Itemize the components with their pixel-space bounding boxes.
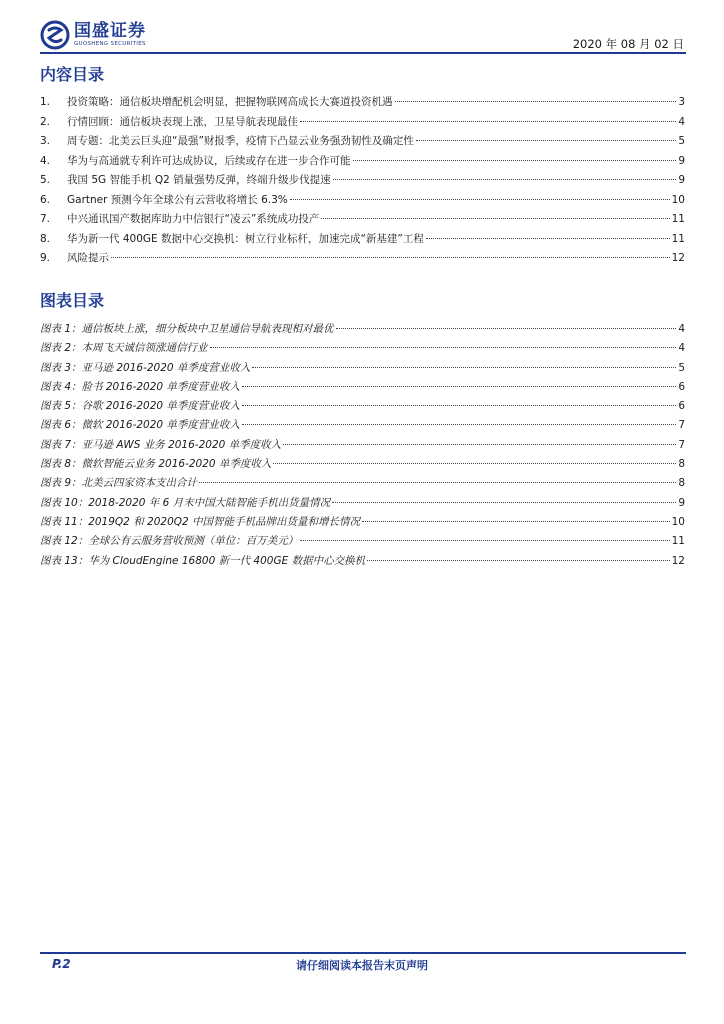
page-header: [0, 0, 724, 56]
toc-entry-title: 行情回顾：通信板块表现上涨，卫星导航表现最佳: [67, 115, 298, 128]
figure-entry[interactable]: [40, 359, 685, 378]
toc-entry-title: 周专题：北美云巨头迎“最强”财报季，疫情下凸显云业务强劲韧性及确定性: [67, 135, 414, 147]
toc-entry-title: 投资策略：通信板块增配机会明显，把握物联网高成长大赛道投资机遇: [67, 96, 393, 108]
figure-entry-page: 5: [678, 361, 685, 374]
figure-entry-title: 图表 12：全球公有云服务营收预测（单位：百万美元）: [40, 535, 299, 548]
figure-entry[interactable]: [40, 513, 685, 532]
toc-entry[interactable]: [40, 230, 685, 250]
toc-entry-number: 3.: [40, 135, 51, 147]
toc-entry-leader: [333, 178, 677, 180]
figure-entry-leader: [210, 346, 677, 348]
figure-entry-leader: [242, 385, 676, 387]
toc-entry-leader: [416, 139, 676, 141]
figure-entry-title: 图表 7：亚马逊 AWS 业务 2016-2020 单季度收入: [40, 438, 282, 451]
figure-entry-leader: [242, 423, 676, 425]
toc-list: [40, 93, 685, 269]
figure-entry-page: 7: [678, 419, 685, 432]
company-logo: [40, 20, 146, 50]
figure-entry-title: 图表 4：脸书 2016-2020 单季度营业收入: [40, 380, 240, 393]
figure-entry[interactable]: [40, 474, 685, 493]
figure-entry[interactable]: [40, 320, 685, 339]
toc-entry-leader: [395, 100, 677, 102]
figure-entry-page: 8: [678, 477, 685, 490]
toc-entry[interactable]: [40, 113, 685, 133]
toc-entry-leader: [300, 120, 676, 122]
toc-entry[interactable]: [40, 152, 685, 172]
toc-entry-page: 11: [671, 232, 685, 245]
toc-entry-page: 9: [678, 174, 685, 186]
guosheng-logo-icon: [40, 20, 70, 50]
toc-entry-page: 10: [671, 193, 685, 206]
figure-entry-leader: [273, 462, 676, 464]
figure-entry-leader: [332, 501, 676, 503]
figure-entry-title: 图表 9：北美云四家资本支出合计: [40, 477, 198, 490]
toc-entry-page: 12: [671, 252, 685, 264]
toc-entry-page: 9: [678, 154, 685, 167]
figure-entry-title: 图表 11：2019Q2 和 2020Q2 中国智能手机品牌出货量和增长情况: [40, 515, 361, 528]
toc-entry-number: 6.: [40, 193, 51, 206]
figure-entry-leader: [336, 327, 677, 329]
footer-divider: [40, 952, 686, 954]
figure-entry[interactable]: [40, 552, 685, 571]
toc-entry-title: 中兴通讯国产数据库助力中信银行“凌云”系统成功投产: [67, 213, 320, 225]
toc-entry-number: 2.: [40, 115, 51, 128]
figure-entry-leader: [367, 559, 670, 561]
toc-entry-page: 4: [678, 115, 685, 128]
footer-disclaimer: 请仔细阅读本报告末页声明: [296, 959, 428, 972]
toc-entry-page: 3: [678, 96, 685, 108]
figure-entry-title: 图表 1：通信板块上涨，细分板块中卫星通信导航表现相对最优: [40, 323, 334, 335]
toc-entry-number: 5.: [40, 174, 51, 186]
figure-entry-title: 图表 13：华为 CloudEngine 16800 新一代 400GE 数据中心交换机: [40, 554, 366, 567]
toc-entry[interactable]: [40, 171, 685, 191]
figures-title: 图表目录: [40, 291, 105, 310]
toc-entry[interactable]: [40, 210, 685, 230]
figure-entry-page: 9: [678, 496, 685, 509]
toc-entry[interactable]: [40, 249, 685, 269]
toc-entry-leader: [290, 198, 670, 200]
figure-entry[interactable]: [40, 455, 685, 474]
figure-entry-page: 4: [678, 323, 685, 335]
figure-entry-page: 4: [678, 342, 685, 355]
figure-entry-page: 11: [671, 535, 685, 548]
toc-entry-page: 11: [671, 213, 685, 225]
toc-entry-page: 5: [678, 135, 685, 147]
page-number: P.2: [52, 957, 71, 971]
toc-entry-title: 华为与高通就专利许可达成协议，后续或存在进一步合作可能: [67, 154, 351, 167]
figure-entry-title: 图表 2：本周飞天诚信领涨通信行业: [40, 342, 208, 355]
toc-entry-title: 我国 5G 智能手机 Q2 销量强势反弹，终端升级步伐提速: [67, 174, 331, 186]
logo-subtitle: GUOSHENG SECURITIES: [74, 41, 146, 47]
toc-entry-leader: [111, 256, 670, 258]
figure-entry[interactable]: [40, 339, 685, 358]
toc-entry[interactable]: [40, 132, 685, 152]
figure-entry-leader: [252, 366, 676, 368]
figure-entry-page: 7: [678, 438, 685, 451]
toc-entry-number: 7.: [40, 213, 51, 225]
toc-entry-leader: [426, 237, 670, 239]
figure-entry-page: 8: [678, 458, 685, 471]
figure-entry-leader: [362, 520, 670, 522]
figures-list: [40, 320, 685, 571]
figure-entry[interactable]: [40, 532, 685, 551]
figure-entry-leader: [283, 443, 676, 445]
figure-entry-title: 图表 6：微软 2016-2020 单季度营业收入: [40, 419, 240, 432]
figure-entry-page: 10: [671, 515, 685, 528]
toc-title: 内容目录: [40, 65, 105, 84]
figure-entry-page: 6: [678, 380, 685, 393]
figure-entry-leader: [242, 404, 676, 406]
toc-entry-title: 风险提示: [67, 252, 109, 264]
toc-entry-number: 4.: [40, 154, 51, 167]
toc-entry-title: Gartner 预测今年全球公有云营收将增长 6.3%: [67, 193, 288, 206]
toc-entry[interactable]: [40, 93, 685, 113]
figure-entry-title: 图表 3：亚马逊 2016-2020 单季度营业收入: [40, 361, 251, 374]
logo-name: 国盛证券: [74, 21, 146, 41]
figure-entry[interactable]: [40, 378, 685, 397]
toc-entry-title: 华为新一代 400GE 数据中心交换机：树立行业标杆，加速完成“新基建”工程: [67, 232, 424, 245]
figure-entry-leader: [199, 481, 676, 483]
figure-entry-title: 图表 5：谷歌 2016-2020 单季度营业收入: [40, 400, 240, 413]
figure-entry-title: 图表 8：微软智能云业务 2016-2020 单季度收入: [40, 458, 272, 471]
figure-entry[interactable]: [40, 397, 685, 416]
toc-entry-leader: [321, 217, 669, 219]
figure-entry-page: 6: [678, 400, 685, 413]
header-divider: [40, 52, 686, 54]
figure-entry[interactable]: [40, 436, 685, 455]
figure-entry[interactable]: [40, 416, 685, 435]
toc-entry[interactable]: [40, 191, 685, 211]
report-date: 2020 年 08 月 02 日: [572, 37, 684, 51]
figure-entry[interactable]: [40, 494, 685, 513]
toc-entry-leader: [353, 159, 677, 161]
toc-entry-number: 8.: [40, 232, 51, 245]
figure-entry-page: 12: [671, 554, 685, 567]
figure-entry-leader: [300, 539, 669, 541]
figure-entry-title: 图表 10：2018-2020 年 6 月末中国大陆智能手机出货量情况: [40, 496, 331, 509]
toc-entry-number: 9.: [40, 252, 51, 264]
toc-entry-number: 1.: [40, 96, 51, 108]
